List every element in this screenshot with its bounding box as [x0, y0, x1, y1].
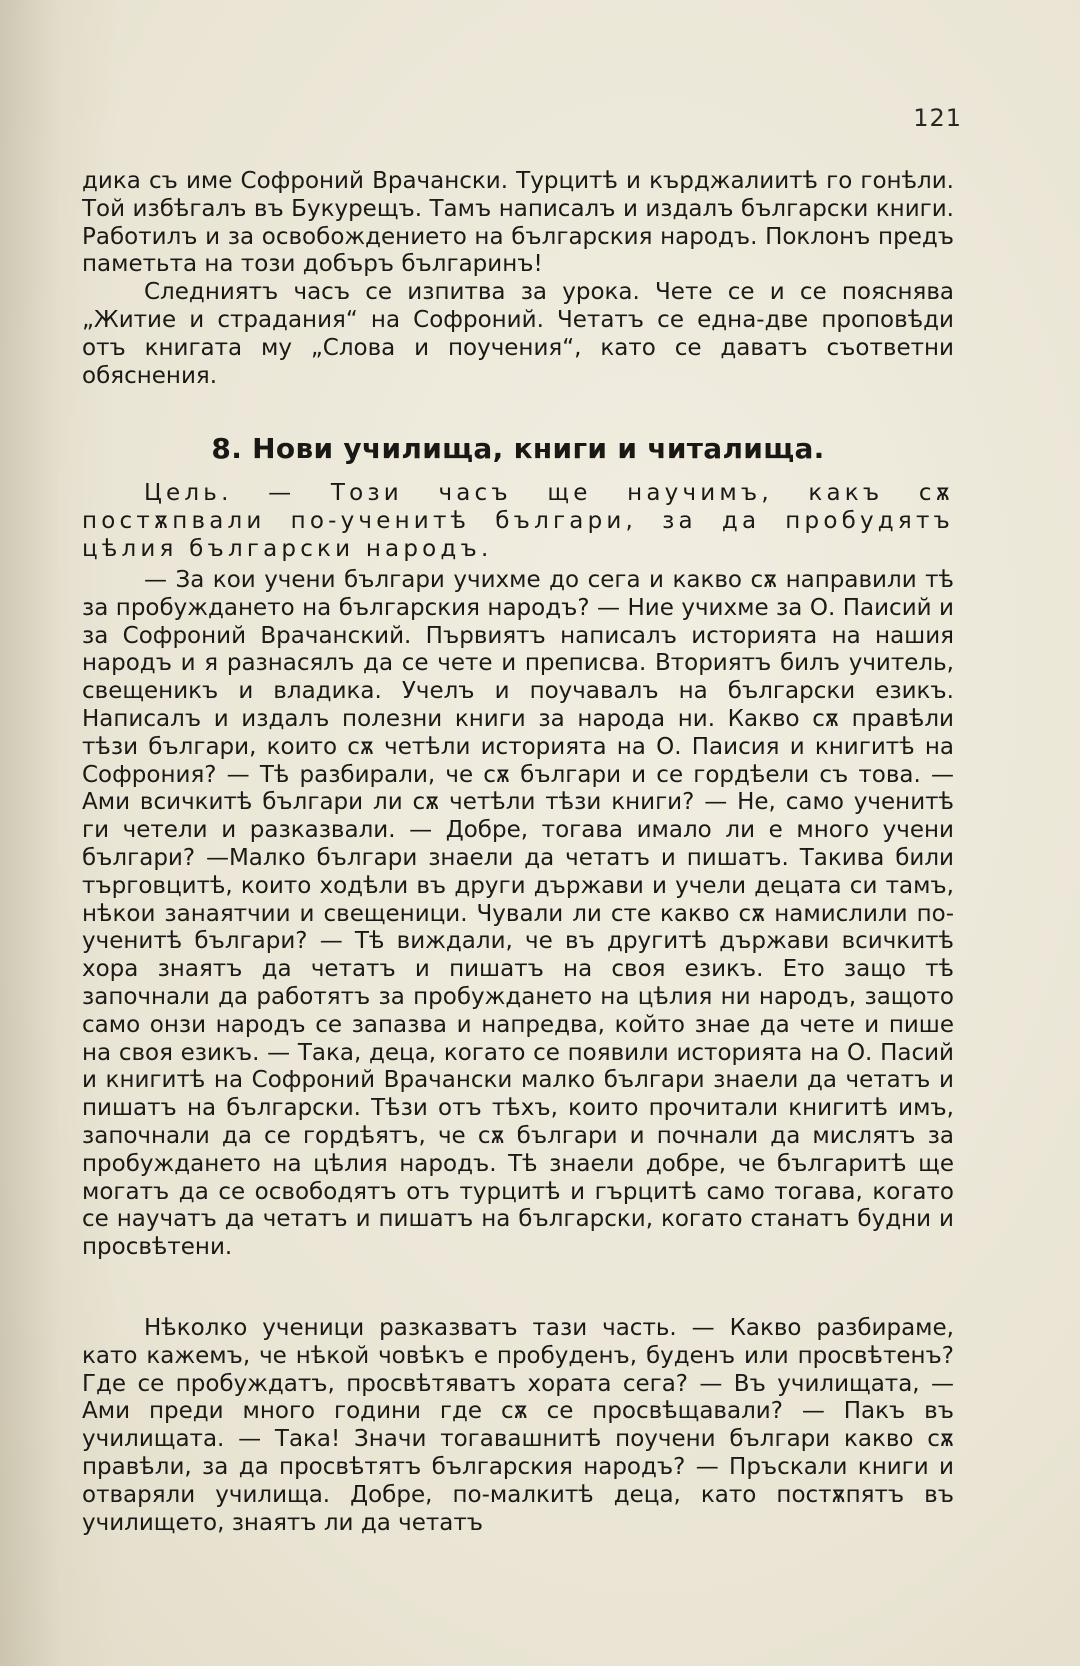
paragraph-next-lesson: Следниятъ часъ се изпитва за урока. Чете се и се пояснява „Житие и страдания“ на Софроний. Четатъ се една-две проповѣди отъ книгата му „Слова и поучения“, като се даватъ съответни обяснения. — [82, 279, 954, 389]
section-heading: 8. Нови училища, книги и читалища. — [211, 432, 825, 465]
paragraph-continuation: дика съ име Софроний Врачански. Турцитѣ и кърджалиитѣ го гонѣли. Той избѣгалъ въ Букурещъ. Тамъ написалъ и издалъ български книги. Работилъ и за освобождението на българския народъ. Поклонъ предъ паметьта на този добъръ българинъ! — [82, 168, 954, 278]
lesson-goal: Цель. — Този часъ ще научимъ, какъ сѫ постѫпвали по-ученитѣ българи, за да пробудятъ цѣлия български народъ. — [82, 480, 954, 562]
paragraph-dialogue: — За кои учени българи учихме до сега и какво сѫ направили тѣ за пробуждането на българския народъ? — Ние учихме за О. Паисий и за Софроний Врачанский. Първиятъ написалъ историята на нашия народъ и я разнасялъ да се чете и преписва. Вториятъ билъ учитель, свещеникъ и владика. Учелъ и поучавалъ на български езикъ. Написалъ и издалъ полезни книги за народа ни. Какво сѫ правѣли тѣзи българи, които сѫ четѣли историята на О. Паисия и книгитѣ на Софрония? — Тѣ разбирали, че сѫ българи и се гордѣели съ това. — Ами всичкитѣ българи ли сѫ четѣли тѣзи книги? — Не, само ученитѣ ги четели и разказвали. — Добре, тогава имало ли е много учени българи? —Малко българи знаели да четатъ и пишатъ. Такива били търговцитѣ, които ходѣли въ други държави и учели децата си тамъ, нѣкои занаятчии и свещеници. Чували ли сте какво сѫ намислили по-ученитѣ българи? — Тѣ виждали, че въ другитѣ държави всичкитѣ хора знаятъ да четатъ и пишатъ на своя езикъ. Ето защо тѣ започнали да работятъ за пробуждането на цѣлия ни народъ, защото само онзи народъ се запазва и напредва, който знае да чете и пише на своя езикъ. — Така, деца, когато се появили историята на О. Пасий и книгитѣ на Софроний Врачански малко българи знаели да четатъ и пишатъ на български. Тѣзи отъ тѣхъ, които прочитали книгитѣ имъ, започнали да се гордѣятъ, че сѫ българи и почнали да мислятъ за пробуждането на цѣлия народъ. Тѣ знаели добре, че българитѣ ще могатъ да се освободятъ отъ турцитѣ и гърцитѣ само тогава, когато се научатъ да четатъ и пишатъ на български, когато станатъ будни и просвѣтени. — [82, 567, 954, 1261]
paragraph-retelling: Нѣколко ученици разказватъ тази часть. — Какво разбираме, като кажемъ, че нѣкой човѣкъ е пробуденъ, буденъ или просвѣтенъ? Где се пробуждатъ, просвѣтяватъ хората сега? — Въ училищата, — Ами преди много години где сѫ се просвѣщавали? — Пакъ въ училищата. — Така! Значи тогавашнитѣ поучени българи какво сѫ правѣли, за да просвѣтятъ българския народъ? — Пръскали книги и отваряли училища. Добре, по-малкитѣ деца, като постѫпятъ въ училището, знаятъ ли да четатъ — [82, 1315, 954, 1536]
goal-block — [82, 480, 954, 563]
main-text-block — [82, 567, 954, 1262]
last-text-block — [82, 1315, 954, 1537]
page-number: 121 — [913, 104, 962, 132]
top-text-block — [82, 168, 954, 390]
